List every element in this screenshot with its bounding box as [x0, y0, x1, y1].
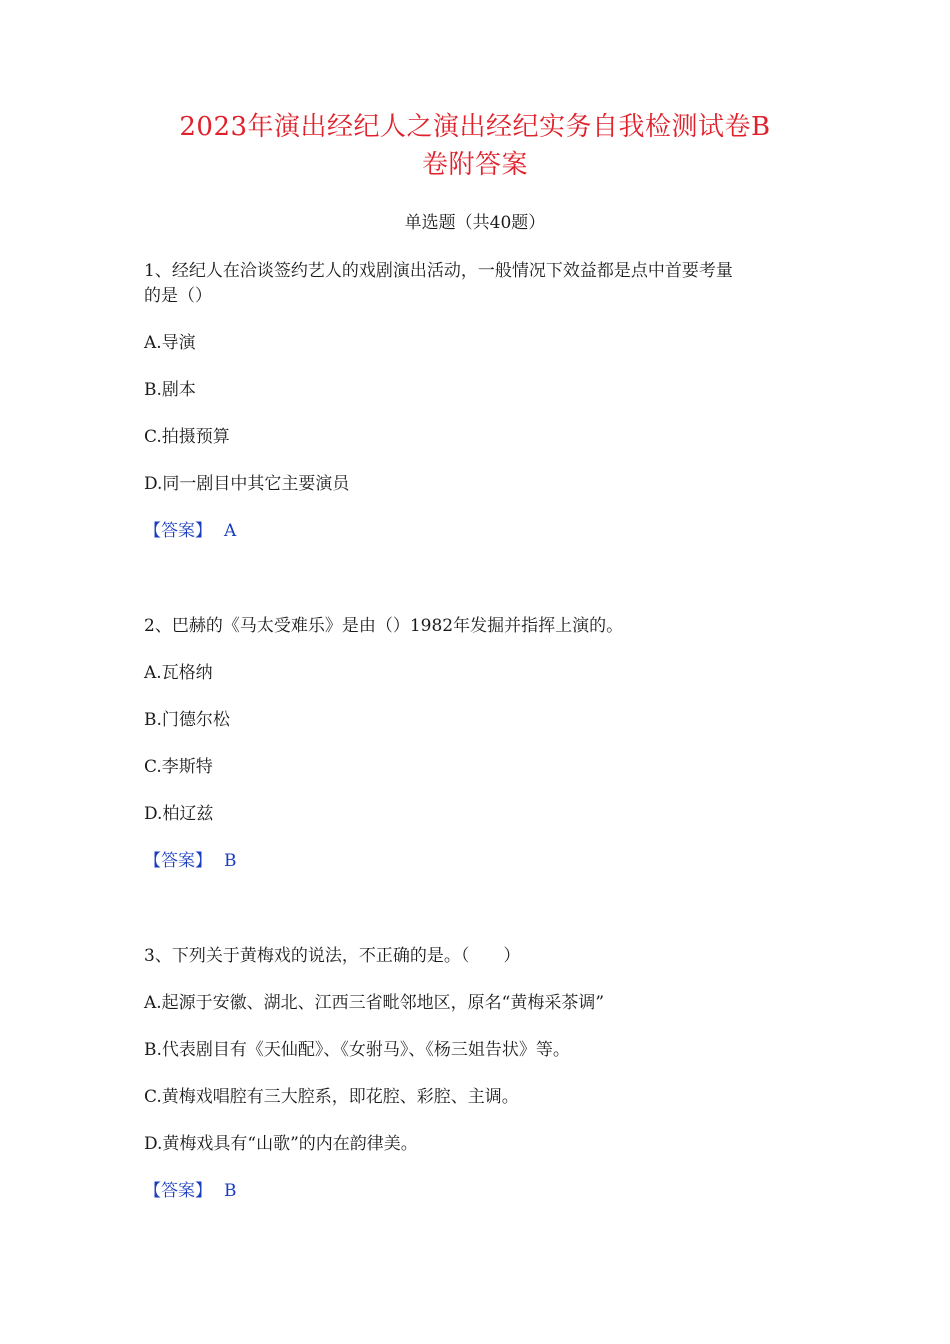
question-2-option-d: D.柏辽兹 — [144, 804, 214, 824]
question-1-option-b: B.剧本 — [144, 380, 196, 400]
answer-label: 【答案】 — [144, 851, 212, 871]
title-line-2: 卷附答案 — [421, 150, 528, 180]
question-2-option-b: B.门德尔松 — [144, 710, 230, 730]
question-1-option-d: D.同一剧目中其它主要演员 — [144, 474, 350, 494]
question-1-option-c: C.拍摄预算 — [144, 427, 230, 447]
section-heading: 单选题（共40题） — [404, 213, 546, 233]
answer-value: B — [224, 1181, 237, 1201]
answer-label: 【答案】 — [144, 521, 212, 541]
question-2-stem: 2、巴赫的《马太受难乐》是由（）1982年发掘并指挥上演的。 — [144, 616, 624, 636]
question-3-option-c: C.黄梅戏唱腔有三大腔系，即花腔、彩腔、主调。 — [144, 1087, 519, 1107]
question-1-answer — [144, 518, 824, 544]
question-2-option-a: A.瓦格纳 — [144, 663, 213, 683]
answer-value: A — [224, 521, 237, 541]
question-2-answer — [144, 848, 824, 874]
document-title — [140, 108, 810, 184]
question-3-option-b: B.代表剧目有《天仙配》、《女驸马》、《杨三姐告状》等。 — [144, 1040, 570, 1060]
question-2-option-c: C.李斯特 — [144, 757, 213, 777]
question-3-answer — [144, 1178, 824, 1204]
question-1-option-a: A.导演 — [144, 333, 196, 353]
question-3-stem: 3、下列关于黄梅戏的说法，不正确的是。（ ） — [144, 946, 521, 966]
question-3-option-d: D.黄梅戏具有“山歌”的内在韵律美。 — [144, 1134, 418, 1154]
answer-value: B — [224, 851, 237, 871]
question-3-option-a: A.起源于安徽、湖北、江西三省毗邻地区，原名“黄梅采茶调” — [144, 993, 605, 1013]
title-line-1: 2023年演出经纪人之演出经纪实务自我检测试卷B — [179, 112, 771, 142]
question-1-stem-line-1: 1、经纪人在洽谈签约艺人的戏剧演出活动，一般情况下效益都是点中首要考量 — [144, 261, 733, 281]
answer-label: 【答案】 — [144, 1181, 212, 1201]
question-1-stem-line-2: 的是（） — [144, 286, 212, 306]
